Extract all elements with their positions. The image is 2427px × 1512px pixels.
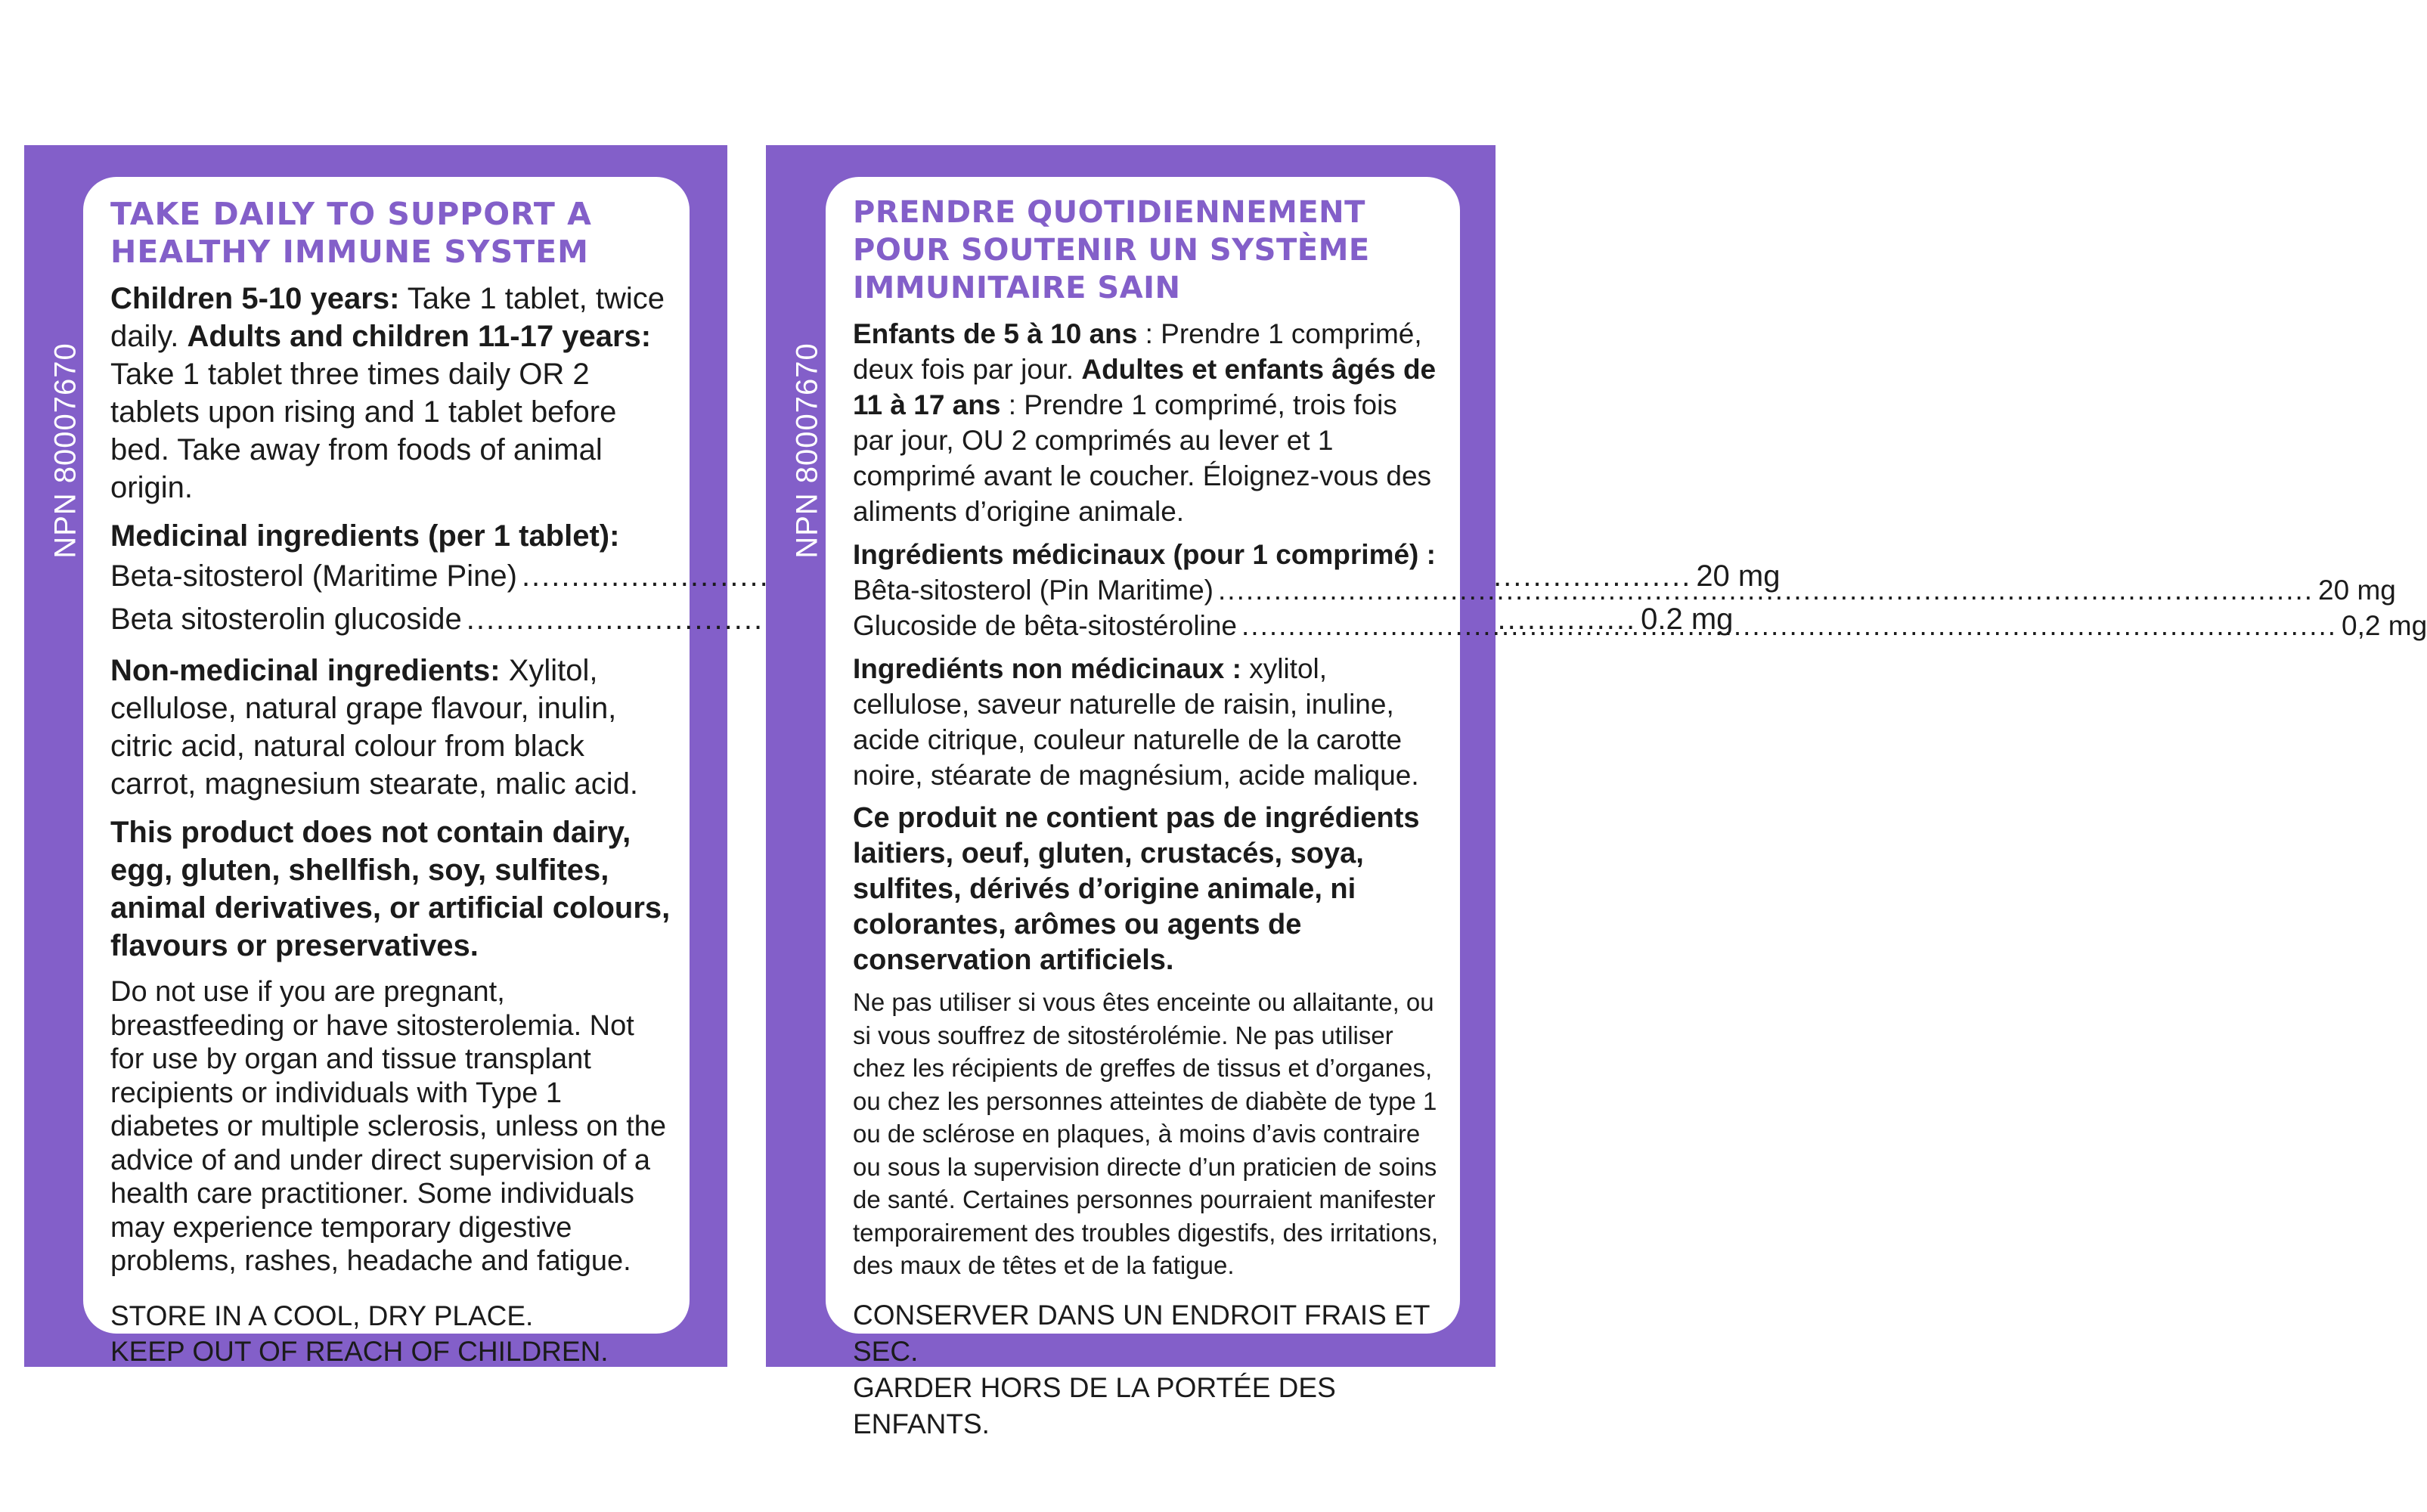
npn-number: NPN 80007670 bbox=[790, 342, 824, 559]
medicinal-ingredients-list bbox=[853, 572, 2427, 643]
npn-number: NPN 80007670 bbox=[48, 342, 82, 559]
heading-line-1: PRENDRE QUOTIDIENNEMENT bbox=[853, 195, 1365, 230]
label-heading bbox=[110, 195, 674, 271]
heading-line-3: IMMUNITAIRE SAIN bbox=[853, 271, 1181, 305]
storage-line-2: KEEP OUT OF REACH OF CHILDREN. bbox=[110, 1335, 609, 1367]
non-medicinal-label: Ingrediénts non médicinaux : bbox=[853, 653, 1241, 684]
heading-line-1: TAKE DAILY TO SUPPORT A bbox=[110, 196, 592, 232]
warning-text: Ne pas utiliser si vous êtes enceinte ou allaitante, ou si vous souffrez de sitostérolémie. Ne pas utiliser chez les récipients de greffes de tissus et d’organes, ou chez les personnes atteintes de diabète de type 1 ou de sclérose en plaques, à moins d’avis contraire ou sous la supervision directe d’un praticien de soins de santé. Certaines personnes pourraient manifester temporairement des troubles digestifs, des irritations, des maux de têtes et de la fatigue. bbox=[853, 988, 1439, 1279]
storage-instructions bbox=[110, 1298, 674, 1369]
label-heading bbox=[853, 194, 1445, 307]
ingredient-name: Beta-sitosterol (Maritime Pine) bbox=[110, 559, 517, 593]
ingredient-row bbox=[853, 608, 2427, 643]
medicinal-ingredients-title: Ingrédients médicinaux (pour 1 comprimé) : bbox=[853, 539, 1436, 570]
storage-instructions bbox=[853, 1297, 1445, 1442]
dosage-adults-label: Adults and children 11-17 years: bbox=[187, 320, 652, 353]
ingredient-row bbox=[853, 572, 2396, 608]
dosage-children-label: Children 5-10 years: bbox=[110, 282, 400, 315]
storage-line-2: GARDER HORS DE LA PORTÉE DES ENFANTS. bbox=[853, 1371, 1336, 1439]
heading-line-2: POUR SOUTENIR UN SYSTÈME bbox=[853, 233, 1370, 268]
dosage-children-text: : Prendre 1 comprimé, deux fois par jour. bbox=[853, 318, 1422, 385]
french-label-panel bbox=[766, 145, 2427, 1439]
ingredient-name: Glucoside de bêta-sitostéroline bbox=[853, 610, 1238, 641]
allergen-statement: Ce produit ne contient pas de ingrédients laitiers, oeuf, gluten, crustacés, soya, sulfites, dérivés d’origine animale, ni colorantes, arômes ou agents de conservation artificiels. bbox=[853, 802, 1420, 976]
non-medicinal-ingredients bbox=[853, 651, 1445, 793]
ingredient-name: Beta sitosterolin glucoside bbox=[110, 603, 462, 636]
medicinal-ingredients-title: Medicinal ingredients (per 1 tablet): bbox=[110, 519, 620, 553]
non-medicinal-text: Xylitol, cellulose, natural grape flavour, inulin, citric acid, natural colour from black carrot, magnesium stearate, malic acid. bbox=[110, 654, 639, 801]
french-label-card bbox=[826, 177, 2427, 1439]
non-medicinal-text: xylitol, cellulose, saveur naturelle de raisin, inuline, acide citrique, couleur naturelle de la carotte noire, stéarate de magnésium, acide malique. bbox=[853, 653, 1419, 791]
dosage-children-text: Take 1 tablet, twice daily. bbox=[110, 282, 665, 353]
dosage-adults-text: : Prendre 1 comprimé, trois fois par jour, OU 2 comprimés au lever et 1 comprimé avant le coucher. Éloignez-vous des aliments d’origine animale. bbox=[853, 389, 1432, 527]
dot-leader bbox=[1218, 572, 2314, 608]
non-medicinal-label: Non-medicinal ingredients: bbox=[110, 654, 501, 687]
warning-text: Do not use if you are pregnant, breastfeeding or have sitosterolemia. Not for use by organ and tissue transplant recipients or individuals with Type 1 diabetes or multiple sclerosis, unless on the advice of and under direct supervision of a health care practitioner. Some individuals may experience temporary digestive problems, rashes, headache and fatigue. bbox=[110, 976, 667, 1277]
dosage-directions bbox=[853, 316, 1445, 529]
dot-leader bbox=[1241, 608, 2337, 643]
dosage-adults-text: Take 1 tablet three times daily OR 2 tablets upon rising and 1 tablet before bed. Take away from foods of animal origin. bbox=[110, 358, 617, 504]
allergen-statement: This product does not contain dairy, egg, gluten, shellfish, soy, sulfites, animal derivatives, or artificial colours, flavours or preservatives. bbox=[110, 816, 671, 962]
dosage-directions bbox=[110, 280, 674, 507]
dosage-children-label: Enfants de 5 à 10 ans bbox=[853, 318, 1138, 349]
ingredient-amount: 20 mg bbox=[2318, 575, 2396, 606]
ingredient-amount: 20 mg bbox=[1696, 559, 1781, 593]
storage-line-1: CONSERVER DANS UN ENDROIT FRAIS ET SEC. bbox=[853, 1299, 1430, 1367]
heading-line-2: HEALTHY IMMUNE SYSTEM bbox=[110, 234, 589, 270]
non-medicinal-ingredients bbox=[110, 652, 674, 803]
ingredient-amount: 0,2 mg bbox=[2342, 610, 2427, 641]
storage-line-1: STORE IN A COOL, DRY PLACE. bbox=[110, 1300, 534, 1331]
ingredient-name: Bêta-sitosterol (Pin Maritime) bbox=[853, 575, 1214, 606]
dosage-adults-label: Adultes et enfants âgés de 11 à 17 ans bbox=[853, 354, 1437, 420]
ingredient-amount: 0.2 mg bbox=[1641, 603, 1734, 636]
